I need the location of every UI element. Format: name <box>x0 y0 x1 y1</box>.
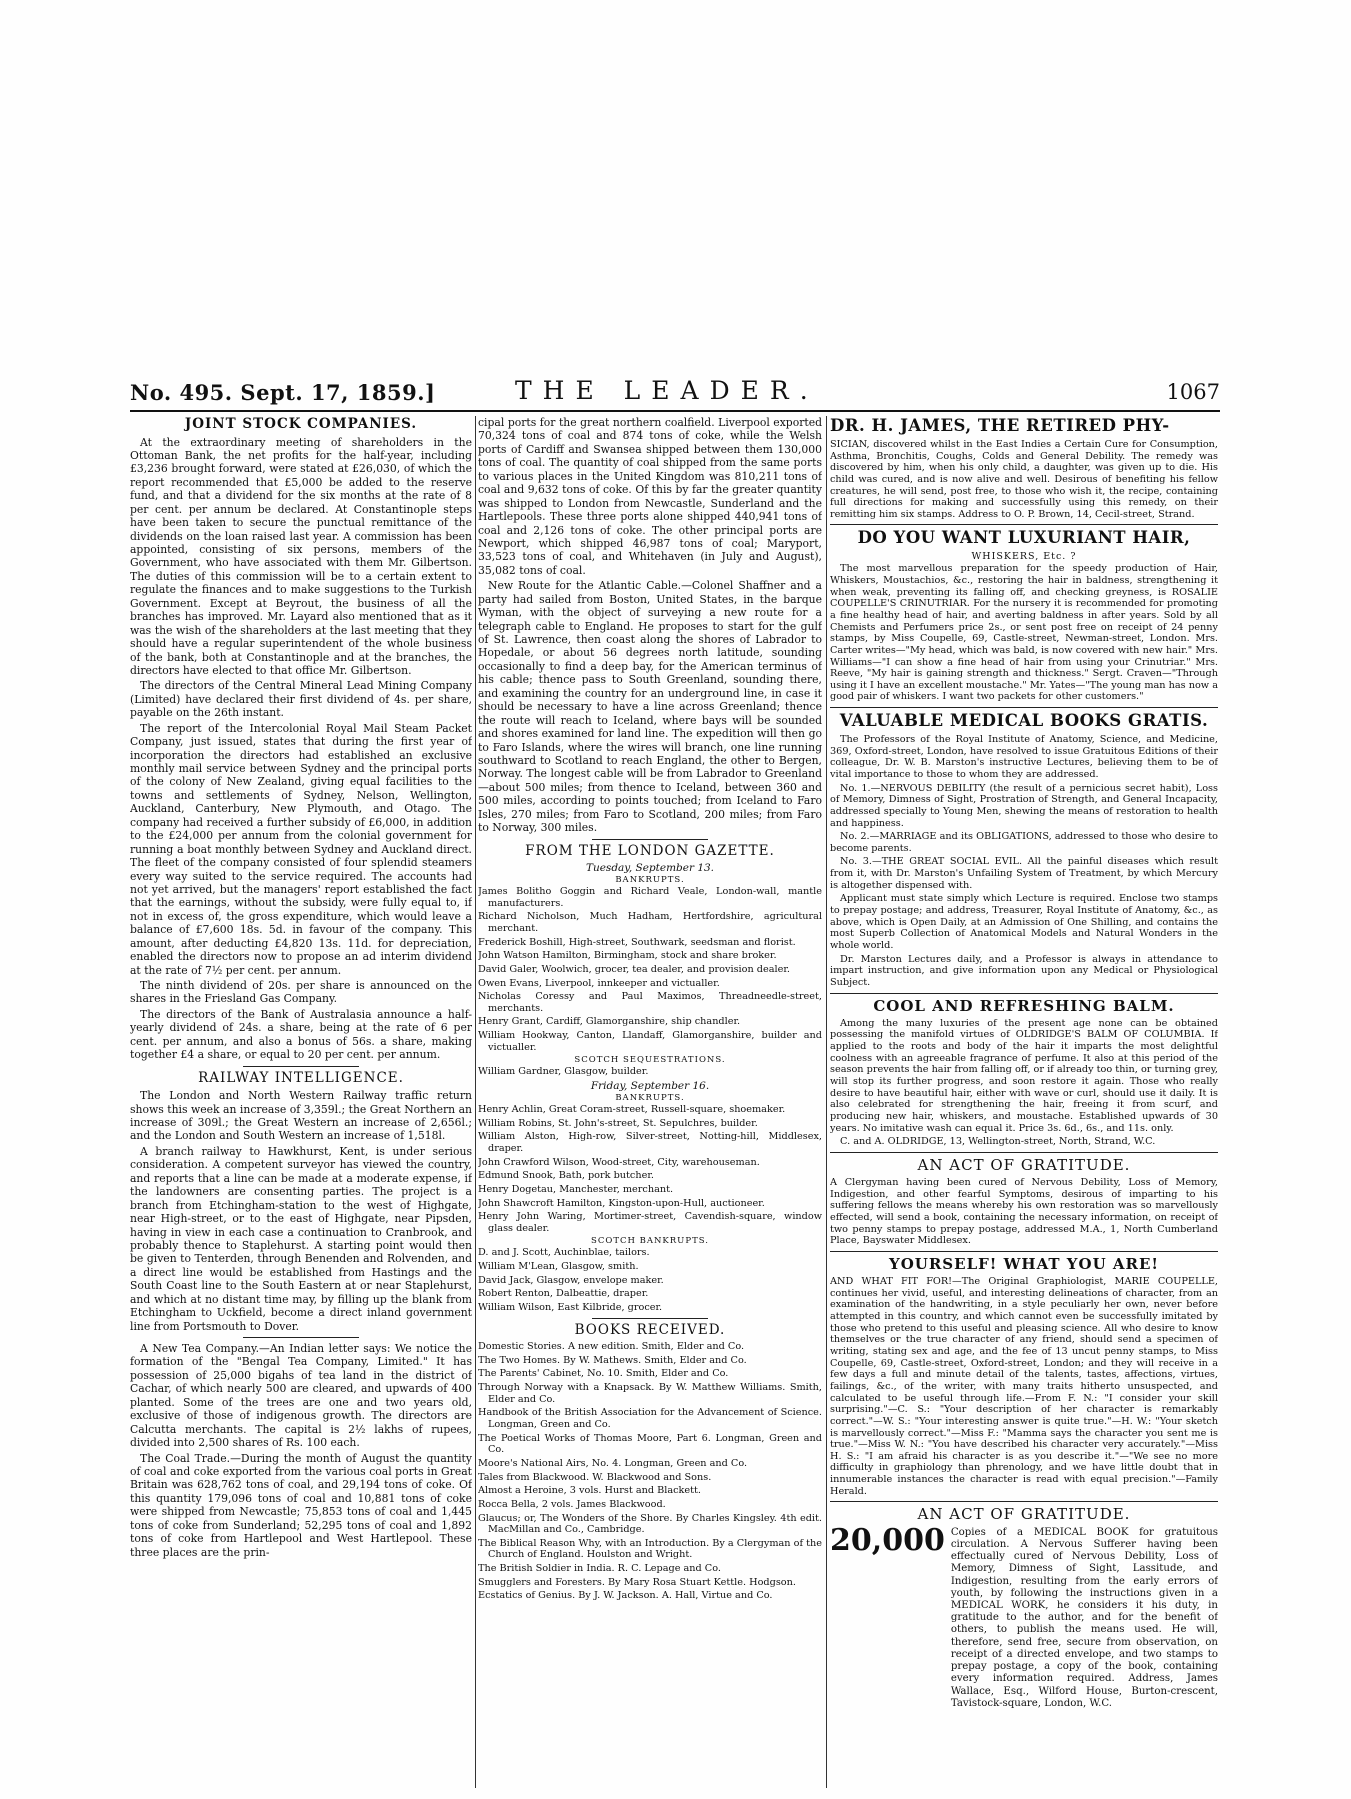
list-item: Robert Renton, Dalbeattie, draper. <box>478 1288 649 1300</box>
list-item: John Crawford Wilson, Wood-street, City, warehouseman. <box>478 1156 760 1168</box>
section-rule <box>592 839 709 840</box>
list-item: William Gardner, Glasgow, builder. <box>478 1066 649 1078</box>
joint-stock-para-3: The report of the Intercolonial Royal Mail Steam Packet Company, just issued, states that during the first year of incorporation the directors had established an exclusive monthly mail service between Sydney and the principal ports of the colony of New Zealand, giving equal facilities to the towns and settlements of Sydney, Nelson, Wellington, Auckland, Canterbury, New Plymouth, and Otago. The company had received a further subsidy of £6,000, in addition to the £24,000 per annum from the colonial government for running a boat monthly between Sydney and Auckland direct. The fleet of the company consisted of four splendid steamers every way suited to the service required. The accounts had not yet arrived, but the managers' report established the fact that the earnings, without the subsidy, were fully equal to, if not in excess of, the gross expenditure, which would leave a balance of £7,600 18s. 5d. in favour of the company. This amount, after deducting £4,820 13s. 11d. for depreciation, enabled the directors now to propose an ad interim dividend at the rate of 7½ per cent. per annum. <box>130 721 472 977</box>
list-item: Henry Dogetau, Manchester, merchant. <box>478 1183 674 1195</box>
issue-date: No. 495. Sept. 17, 1859.] <box>130 380 436 405</box>
list-item: Ecstatics of Genius. By J. W. Jackson. A. Hall, Virtue and Co. <box>478 1590 773 1602</box>
ad-gratitude2-heading: AN ACT OF GRATITUDE. <box>917 1505 1131 1524</box>
ad-gratitude2-block <box>830 1522 1218 1711</box>
railway-para-1: The London and North Western Railway traffic return shows this week an increase of 3,359l.; the Great Northern an increase of 309l.; the Great Western an increase of 2,656l.; and the London and South Western an increase of 1,518l. <box>130 1089 472 1143</box>
ad-medical-para: The Professors of the Royal Institute of Anatomy, Science, and Medicine, 369, Oxford-street, London, have resolved to issue Gratuitous Editions of their colleague, Dr. W. B. Marston's instructive Lectures, believing them to be of vital importance to those to whom they are addressed. <box>830 734 1218 780</box>
list-item: Rocca Bella, 2 vols. James Blackwood. <box>478 1498 666 1510</box>
section-rule <box>592 1318 709 1319</box>
ad-gratitude-body: A Clergyman having been cured of Nervous Debility, Loss of Memory, Indigestion, and other fearful Symptoms, desirous of imparting to his suffering fellows the means whereby his own restoration was so marvellously effected, will send a book, containing the necessary information, on receipt of two penny stamps to prepay postage, addressed M.A., 1, North Cumberland Place, Bayswater Middlesex. <box>830 1177 1218 1247</box>
ad-medical-para: No. 1.—NERVOUS DEBILITY (the result of a pernicious secret habit), Loss of Memory, Dimness of Sight, Prostration of Strength, and General Incapacity, addressed specially to Young Men, shewing the means of restoration to health and happiness. <box>830 782 1218 829</box>
coal-trade-para: The Coal Trade.—During the month of August the quantity of coal and coke exported from the various coal ports in Great Britain was 628,762 tons of coal, and 29,194 tons of coke. Of this quantity 179,096 tons of coal and 10,881 tons of coke were shipped from Newcastle; 75,853 tons of coal and 1,445 tons of coke from Sunderland; 52,295 tons of coal and 1,892 tons of coke from Hartlepool and West Hartlepool. These three places are the prin- <box>130 1451 472 1559</box>
list-item: Almost a Heroine, 3 vols. Hurst and Blackett. <box>478 1485 702 1497</box>
scotch-bankrupts-label: SCOTCH BANKRUPTS. <box>591 1236 709 1247</box>
list-item: Through Norway with a Knapsack. By W. Matthew Williams. Smith, Elder and Co. <box>478 1382 822 1405</box>
list-item: William Alston, High-row, Silver-street, Notting-hill, Middlesex, draper. <box>478 1131 822 1154</box>
gazette-heading: FROM THE LONDON GAZETTE. <box>525 842 775 859</box>
railway-para-2: A branch railway to Hawkhurst, Kent, is under serious consideration. A competent surveyor has viewed the country, and reports that a line can be made at a moderate expense, if the landowners are consenting parties. The project is a branch from Etchingham-station to the west of Highgate, near High-street, or to the east of Highgate, near Pipsden, having in view in each case a continuation to Cranbrook, and probably thence to Staplehurst. A starting point would then be given to Tenterden, through Benenden and Rolvenden, and a direct line would be established from Hastings and the South Coast line to the South Eastern at or near Staplehurst, and which at no distant time may, by filling up the blank from Etchingham to Uckfield, become a direct inland government line from Portsmouth to Dover. <box>130 1144 472 1333</box>
gazette-date-friday: Friday, September 16. <box>590 1080 710 1093</box>
ad-hair-subheading: WHISKERS, Etc. ? <box>971 551 1077 563</box>
list-item: William Wilson, East Kilbride, grocer. <box>478 1302 663 1314</box>
section-rule <box>243 1066 359 1067</box>
ad-balm-body: Among the many luxuries of the present age none can be obtained possessing the manifold virtues of OLDRIDGE'S BALM OF COLUMBIA. If applied to the roots and body of the hair it imparts the most delightful coolness with an agreeable fragrance of perfume. It also at this period of the season prevents the hair from falling off, or if already too thin, or turning grey, will stop its further progress, and soon restore it again. Those who really desire to have beautiful hair, either with wave or curl, should use it daily. It is also celebrated for strengthening the hair, freeing it from scurf, and producing new hair, whiskers, and moustache. Established upwards of 30 years. No imitative wash can equal it. Price 3s. 6d., 6s., and 11s. only. <box>830 1017 1218 1134</box>
ad-rule <box>830 993 1218 994</box>
list-item: Domestic Stories. A new edition. Smith, Elder and Co. <box>478 1341 745 1353</box>
ad-rule <box>830 1501 1218 1502</box>
list-item: William M'Lean, Glasgow, smith. <box>478 1261 639 1273</box>
ad-hair-heading: DO YOU WANT LUXURIANT HAIR, <box>857 528 1191 548</box>
list-item: Smugglers and Foresters. By Mary Rosa Stuart Kettle. Hodgson. <box>478 1576 796 1588</box>
ad-rule <box>830 707 1218 708</box>
list-item: David Galer, Woolwich, grocer, tea dealer, and provision dealer. <box>478 963 790 975</box>
page-number: 1067 <box>1166 380 1220 404</box>
ad-gratitude-heading: AN ACT OF GRATITUDE. <box>917 1155 1131 1174</box>
list-item: Moore's National Airs, No. 4. Longman, Green and Co. <box>478 1457 748 1469</box>
list-item: Henry Achlin, Great Coram-street, Russell-square, shoemaker. <box>478 1104 786 1116</box>
list-item: William Hookway, Canton, Llandaff, Glamorganshire, builder and victualler. <box>478 1030 822 1053</box>
list-item: James Bolitho Goggin and Richard Veale, London-wall, mantle manufacturers. <box>478 886 822 909</box>
list-item: John Watson Hamilton, Birmingham, stock and share broker. <box>478 950 777 962</box>
list-item: Glaucus; or, The Wonders of the Shore. By Charles Kingsley. 4th edit. MacMillan and Co., Cambridge. <box>478 1512 822 1536</box>
books-heading: BOOKS RECEIVED. <box>574 1321 726 1338</box>
column-1 <box>130 416 472 1788</box>
joint-stock-para-5: The directors of the Bank of Australasia announce a half-yearly dividend of 24s. a share, being at the rate of 6 per cent. per annum, and also a bonus of 56s. a share, making together £4 a share, or equal to 20 per cent. per annum. <box>130 1007 472 1062</box>
list-item: The British Soldier in India. R. C. Lepage and Co. <box>478 1563 721 1575</box>
ad-balm-heading: COOL AND REFRESHING BALM. <box>873 996 1175 1015</box>
column-3 <box>830 416 1218 1788</box>
list-item: The Biblical Reason Why, with an Introduction. By a Clergyman of the Church of England. Houlston and Wright. <box>478 1537 822 1561</box>
list-item: Frederick Boshill, High-street, Southwark, seedsman and florist. <box>478 936 796 948</box>
list-item: Henry Grant, Cardiff, Glamorganshire, ship chandler. <box>478 1016 741 1028</box>
ad-big-number: 20,000 <box>830 1522 945 1558</box>
bankrupts-label: BANKRUPTS. <box>615 1093 685 1104</box>
list-item: Nicholas Coressy and Paul Maximos, Threadneedle-street, merchants. <box>478 991 822 1014</box>
ad-hair-body: The most marvellous preparation for the speedy production of Hair, Whiskers, Moustachios, &c., restoring the hair in baldness, strengthening it when weak, preventing its falling off, and checking greyness, is ROSALIE COUPELLE'S CRINUTRIAR. For the nursery it is recommended for promoting a fine healthy head of hair, and averting baldness in after years. Sold by all Chemists and Perfumers price 2s., or sent post free on receipt of 24 penny stamps, by Miss Coupelle, 69, Castle-street, Newman-street, London. Mrs. Carter writes—"My head, which was bald, is now covered with new hair." Mrs. Williams—"I can show a fine head of hair from using your Crinutriar." Mrs. Reeve, "My hair is gaining strength and thickness." Sergt. Craven—"Through using it I have an excellent moustache." Mr. Yates—"The young man has now a good pair of whiskers. I want two packets for other customers." <box>830 563 1218 703</box>
ad-yourself-body: AND WHAT FIT FOR!—The Original Graphiologist, MARIE COUPELLE, continues her vivid, useful, and interesting delineations of character, from an examination of the handwriting, in a style peculiarly her own, never before attempted in this country, and which cannot even be successfully imitated by those who pretend to this useful and pleasing science. All who desire to know themselves or the true character of any friend, should send a specimen of writing, stating sex and age, and the fee of 13 uncut penny stamps, to Miss Coupelle, 69, Castle-street, Oxford-street, London; and they will receive in a few days a full and minute detail of the talents, tastes, affections, virtues, failings, &c., of the writer, with many traits hitherto unsuspected, and calculated to be useful through life.—From F. N.: "I consider your skill surprising."—C. S.: "Your description of her character is remarkably correct."—W. S.: "Your interesting answer is quite true."—H. W.: "Your sketch is marvellously correct."—Miss F.: "Mamma says the character you sent me is true."—Miss W. N.: "You have described his character very accurately."—Miss H. S.: "I am afraid his character is as you describe it."—"We see no more difficulty in graphiology than phrenology, and we have little doubt that in innumerable instances the character is read with equal precision."—Family Herald. <box>830 1276 1218 1497</box>
column-divider-2 <box>826 416 827 1788</box>
bankrupts-label: BANKRUPTS. <box>615 875 685 886</box>
list-item: Henry John Waring, Mortimer-street, Cavendish-square, window glass dealer. <box>478 1211 822 1234</box>
ad-yourself-heading: YOURSELF! WHAT YOU ARE! <box>888 1254 1159 1273</box>
atlantic-cable-para: New Route for the Atlantic Cable.—Colonel Shaffner and a party had sailed from Boston, United States, in the barque Wyman, with the object of surveying a new route for a telegraph cable to England. He proposes to start for the gulf of St. Lawrence, then coast along the shores of Labrador to Hopedale, or about 56 degrees north latitude, sounding occasionally to find a deep bay, for the American terminus of his cable; thence pass to South Greenland, sounding there, and examining the country for an underground line, in case it should be necessary to have a line across Greenland; thence the route will reach to Iceland, where bays will be sounded and shores examined for land line. The expedition will then go to Faro Islands, where the wires will branch, one line running southward to Scotland to reach England, the other to Bergen, Norway. The longest cable will be from Labrador to Greenland—about 500 miles; from thence to Iceland, between 360 and 500 miles, according to points touched; from Iceland to Faro Isles, 270 miles; from Faro to Scotland, 200 miles; from Faro to Norway, 300 miles. <box>478 579 822 835</box>
ad-medical-para: No. 3.—THE GREAT SOCIAL EVIL. All the painful diseases which result from it, with Dr. Marston's Unfailing System of Treatment, by which Mercury is altogether dispensed with. <box>830 856 1218 891</box>
section-rule <box>243 1337 359 1338</box>
ad-medical-para: Applicant must state simply which Lecture is required. Enclose two stamps to prepay postage; and address, Treasurer, Royal Institute of Anatomy, &c., as above, which is Open Daily, at an Admission of One Shilling, and contains the most Superb Collection of Anatomical Models and Natural Wonders in the whole world. <box>830 893 1218 951</box>
masthead <box>130 372 1220 412</box>
column-divider-1 <box>475 416 476 1788</box>
list-item: Owen Evans, Liverpool, innkeeper and victualler. <box>478 977 720 989</box>
joint-stock-para-1: At the extraordinary meeting of shareholders in the Ottoman Bank, the net profits for the half-year, including £3,236 brought forward, were stated at £26,030, of which the report recommended that £5,000 be added to the reserve fund, and that a dividend for the six months at the rate of 8 per cent. per annum be declared. At Constantinople steps have been taken to secure the punctual remittance of the dividends on the loan raised last year. A commission has been appointed, consisting of six persons, members of the Government, who have associated with them Mr. Gilbertson. The duties of this commission will be to a certain extent to regulate the finances and to make suggestions to the Turkish Government. Except at Beyrout, the business of all the branches has improved. Mr. Layard also mentioned that as it was the wish of the shareholders at the last meeting that they should have a regular superintendent of the whole business of the bank, both at Constantinople and at the branches, the directors have elected to that office Mr. Gilbertson. <box>130 435 472 677</box>
gazette-date-tuesday: Tuesday, September 13. <box>585 862 715 875</box>
list-item: D. and J. Scott, Auchinblae, tailors. <box>478 1247 650 1259</box>
list-item: Edmund Snook, Bath, pork butcher. <box>478 1170 654 1182</box>
list-item: Richard Nicholson, Much Hadham, Hertfordshire, agricultural merchant. <box>478 911 822 934</box>
ad-gratitude2-body: Copies of a MEDICAL BOOK for gratuitous circulation. A Nervous Sufferer having been effectually cured of Nervous Debility, Loss of Memory, Dimness of Sight, Lassitude, and Indigestion, resulting from the early errors of youth, by following the instructions given in a MEDICAL WORK, he considers it his duty, in gratitude to the author, and for the benefit of others, to publish the means used. He will, therefore, send free, secure from observation, on receipt of a directed envelope, and two stamps to prepay postage, a copy of the book, containing every information required. Address, James Wallace, Esq., Wilford House, Burton-crescent, Tavistock-square, London, W.C. <box>950 1526 1218 1709</box>
tea-company-para: A New Tea Company.—An Indian letter says: We notice the formation of the "Bengal Tea Company, Limited." It has possession of 25,000 bigahs of tea land in the district of Cachar, of which nearly 500 are cleared, and upwards of 400 planted. Some of the trees are one and two years old, exclusive of those of indigenous growth. The directors are Calcutta merchants. The capital is 2½ lakhs of rupees, divided into 2,500 shares of Rs. 100 each. <box>130 1342 472 1450</box>
ad-balm-signature: C. and A. OLDRIDGE, 13, Wellington-street, North, Strand, W.C. <box>840 1136 1156 1148</box>
ad-medical-para: No. 2.—MARRIAGE and its OBLIGATIONS, addressed to those who desire to become parents. <box>830 831 1218 854</box>
ad-medical-heading: VALUABLE MEDICAL BOOKS GRATIS. <box>839 711 1209 731</box>
list-item: John Shawcroft Hamilton, Kingston-upon-Hull, auctioneer. <box>478 1197 765 1209</box>
ad-rule <box>830 1251 1218 1252</box>
ad-rule <box>830 524 1218 525</box>
list-item: Tales from Blackwood. W. Blackwood and Sons. <box>478 1471 712 1483</box>
joint-stock-heading: JOINT STOCK COMPANIES. <box>184 416 418 432</box>
list-item: The Parents' Cabinet, No. 10. Smith, Elder and Co. <box>478 1368 729 1380</box>
ad-medical-para: Dr. Marston Lectures daily, and a Professor is always in attendance to impart instruction, and give information upon any Medical or Physiological Subject. <box>830 953 1218 988</box>
ad-james-heading: DR. H. JAMES, THE RETIRED PHY- <box>830 416 1170 435</box>
scotch-sequestrations-label: SCOTCH SEQUESTRATIONS. <box>574 1055 726 1066</box>
masthead-rule <box>130 410 1220 412</box>
ad-rule <box>830 1152 1218 1153</box>
railway-heading: RAILWAY INTELLIGENCE. <box>198 1069 404 1086</box>
column-2 <box>478 416 822 1788</box>
ad-james-body: SICIAN, discovered whilst in the East Indies a Certain Cure for Consumption, Asthma, Bronchitis, Coughs, Colds and General Debility. The remedy was discovered by him, when his only child, a daughter, was given up to die. His child was cured, and is now alive and well. Desirous of benefiting his fellow creatures, he will send, post free, to those who wish it, the recipe, containing full directions for making and successfully using this remedy, on their remitting him six stamps. Address to O. P. Brown, 14, Cecil-street, Strand. <box>830 438 1218 520</box>
newspaper-title: THE LEADER. <box>515 376 819 405</box>
list-item: David Jack, Glasgow, envelope maker. <box>478 1274 664 1286</box>
list-item: William Robins, St. John's-street, St. Sepulchres, builder. <box>478 1117 758 1129</box>
joint-stock-para-4: The ninth dividend of 20s. per share is announced on the shares in the Friesland Gas Company. <box>130 979 472 1006</box>
coal-trade-cont: cipal ports for the great northern coalfield. Liverpool exported 70,324 tons of coal and 874 tons of coke, while the Welsh ports of Cardiff and Swansea shipped between them 130,000 tons of coal. The quantity of coal shipped from the same ports to various places in the United Kingdom was 810,211 tons of coal and 9,632 tons of coke. Of this by far the greater quantity was shipped to London from Newcastle, Sunderland and the Hartlepools. These three ports alone shipped 440,941 tons of coal and 2,126 tons of coke. The other principal ports are Newport, which shipped 46,987 tons of coal; Maryport, 33,523 tons of coal, and Whitehaven (in July and August), 35,082 tons of coal. <box>478 416 822 577</box>
list-item: The Two Homes. By W. Mathews. Smith, Elder and Co. <box>478 1354 747 1366</box>
joint-stock-para-2: The directors of the Central Mineral Lead Mining Company (Limited) have declared their first dividend of 4s. per share, payable on the 26th instant. <box>130 679 472 720</box>
list-item: Handbook of the British Association for the Advancement of Science. Longman, Green and Co. <box>478 1407 822 1431</box>
list-item: The Poetical Works of Thomas Moore, Part 6. Longman, Green and Co. <box>478 1432 822 1456</box>
